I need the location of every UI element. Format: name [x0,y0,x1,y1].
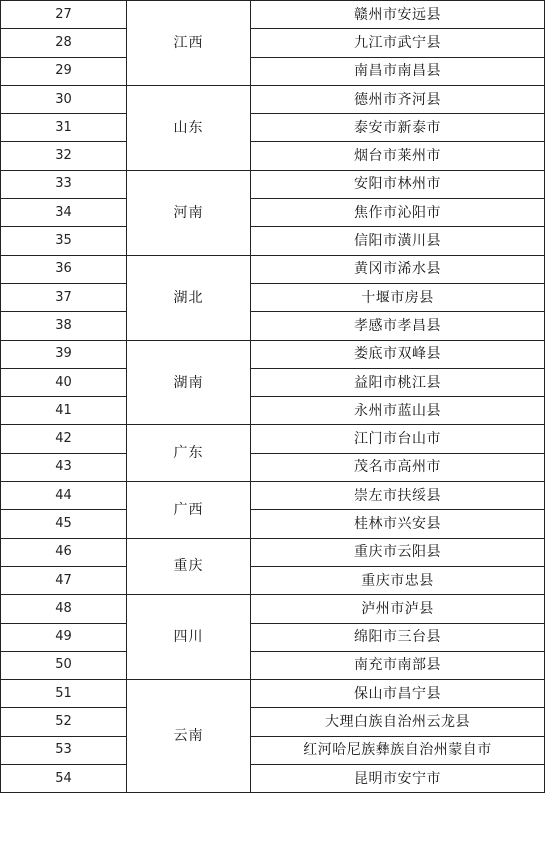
table-row [1,170,545,198]
row-number: 37 [1,283,127,311]
table-row [1,482,545,510]
county-cell: 泰安市新泰市 [251,114,545,142]
table-row [1,708,545,736]
county-cell: 安阳市林州市 [251,170,545,198]
county-cell: 信阳市潢川县 [251,227,545,255]
province-cell: 湖北 [127,255,251,340]
table-row [1,114,545,142]
table-body [1,1,545,793]
table-row [1,1,545,29]
county-cell: 大理白族自治州云龙县 [251,708,545,736]
table-row [1,765,545,793]
table-row [1,623,545,651]
county-cell: 赣州市安远县 [251,1,545,29]
table-row [1,510,545,538]
row-number: 34 [1,199,127,227]
province-cell: 重庆 [127,538,251,595]
table-row [1,29,545,57]
county-cell: 南昌市南昌县 [251,57,545,85]
province-cell: 山东 [127,85,251,170]
county-cell: 十堰市房县 [251,283,545,311]
county-cell: 德州市齐河县 [251,85,545,113]
table-row [1,680,545,708]
table-row [1,397,545,425]
table-row [1,425,545,453]
row-number: 51 [1,680,127,708]
row-number: 52 [1,708,127,736]
table-row [1,227,545,255]
row-number: 47 [1,566,127,594]
county-cell: 泸州市泸县 [251,595,545,623]
province-cell: 广西 [127,482,251,539]
county-cell: 黄冈市浠水县 [251,255,545,283]
county-cell: 绵阳市三台县 [251,623,545,651]
table-row [1,566,545,594]
county-cell: 重庆市云阳县 [251,538,545,566]
row-number: 44 [1,482,127,510]
county-cell: 重庆市忠县 [251,566,545,594]
province-cell: 湖南 [127,340,251,425]
county-cell: 九江市武宁县 [251,29,545,57]
row-number: 46 [1,538,127,566]
county-cell: 南充市南部县 [251,651,545,679]
table-row [1,340,545,368]
province-cell: 四川 [127,595,251,680]
row-number: 35 [1,227,127,255]
row-number: 45 [1,510,127,538]
table-row [1,312,545,340]
table-row [1,255,545,283]
county-cell: 桂林市兴安县 [251,510,545,538]
row-number: 50 [1,651,127,679]
county-cell: 红河哈尼族彝族自治州蒙自市 [251,736,545,764]
county-cell: 江门市台山市 [251,425,545,453]
row-number: 39 [1,340,127,368]
row-number: 42 [1,425,127,453]
table-row [1,538,545,566]
table-row [1,453,545,481]
county-cell: 崇左市扶绥县 [251,482,545,510]
row-number: 48 [1,595,127,623]
county-cell: 焦作市沁阳市 [251,199,545,227]
county-cell: 保山市昌宁县 [251,680,545,708]
table-row [1,736,545,764]
table-row [1,651,545,679]
table-row [1,368,545,396]
row-number: 32 [1,142,127,170]
table-row [1,142,545,170]
row-number: 41 [1,397,127,425]
county-cell: 永州市蓝山县 [251,397,545,425]
table-row [1,595,545,623]
row-number: 49 [1,623,127,651]
table-row [1,283,545,311]
row-number: 53 [1,736,127,764]
table-row [1,85,545,113]
table-row [1,199,545,227]
table-row [1,57,545,85]
row-number: 54 [1,765,127,793]
row-number: 33 [1,170,127,198]
row-number: 30 [1,85,127,113]
province-cell: 广东 [127,425,251,482]
county-cell: 益阳市桃江县 [251,368,545,396]
row-number: 43 [1,453,127,481]
county-cell: 娄底市双峰县 [251,340,545,368]
row-number: 31 [1,114,127,142]
row-number: 36 [1,255,127,283]
row-number: 29 [1,57,127,85]
row-number: 40 [1,368,127,396]
county-cell: 烟台市莱州市 [251,142,545,170]
row-number: 27 [1,1,127,29]
county-cell: 孝感市孝昌县 [251,312,545,340]
county-cell: 昆明市安宁市 [251,765,545,793]
province-cell: 云南 [127,680,251,793]
province-cell: 河南 [127,170,251,255]
county-cell: 茂名市高州市 [251,453,545,481]
row-number: 38 [1,312,127,340]
province-cell: 江西 [127,1,251,86]
row-number: 28 [1,29,127,57]
